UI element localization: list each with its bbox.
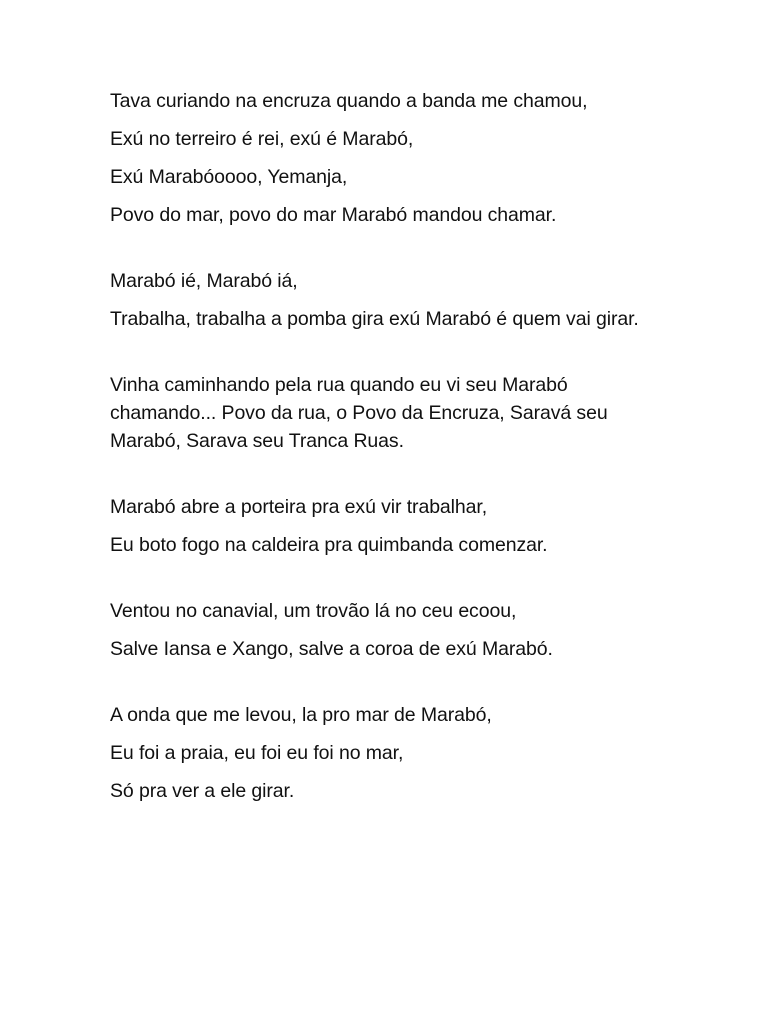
- lyric-line: Exú Marabóoooo, Yemanja,: [110, 166, 348, 188]
- lyric-line: Eu boto fogo na caldeira pra quimbanda comenzar.: [110, 534, 548, 556]
- stanza-4: [110, 493, 670, 559]
- lyric-line: Eu foi a praia, eu foi eu foi no mar,: [110, 742, 404, 764]
- lyric-line: Trabalha, trabalha a pomba gira exú Marabó é quem vai girar.: [110, 308, 639, 330]
- lyric-line: Marabó ié, Marabó iá,: [110, 270, 298, 292]
- stanza-3: [110, 371, 670, 455]
- stanza-1: [110, 87, 670, 229]
- lyric-line: Salve Iansa e Xango, salve a coroa de exú Marabó.: [110, 638, 553, 660]
- lyric-line: Tava curiando na encruza quando a banda me chamou,: [110, 90, 588, 112]
- lyrics-document: [110, 87, 670, 805]
- stanza-6: [110, 701, 670, 805]
- stanza-5: [110, 597, 670, 663]
- lyric-line: Povo do mar, povo do mar Marabó mandou chamar.: [110, 204, 557, 226]
- lyric-line: Marabó abre a porteira pra exú vir trabalhar,: [110, 496, 488, 518]
- lyric-line: Ventou no canavial, um trovão lá no ceu ecoou,: [110, 600, 517, 622]
- lyric-line: Só pra ver a ele girar.: [110, 780, 295, 802]
- lyric-line: Exú no terreiro é rei, exú é Marabó,: [110, 128, 414, 150]
- lyric-line: A onda que me levou, la pro mar de Marabó,: [110, 704, 492, 726]
- stanza-2: [110, 267, 670, 333]
- lyric-paragraph: Vinha caminhando pela rua quando eu vi seu Marabó chamando... Povo da rua, o Povo da Encruza, Saravá seu Marabó, Sarava seu Tranca Ruas.: [110, 374, 608, 452]
